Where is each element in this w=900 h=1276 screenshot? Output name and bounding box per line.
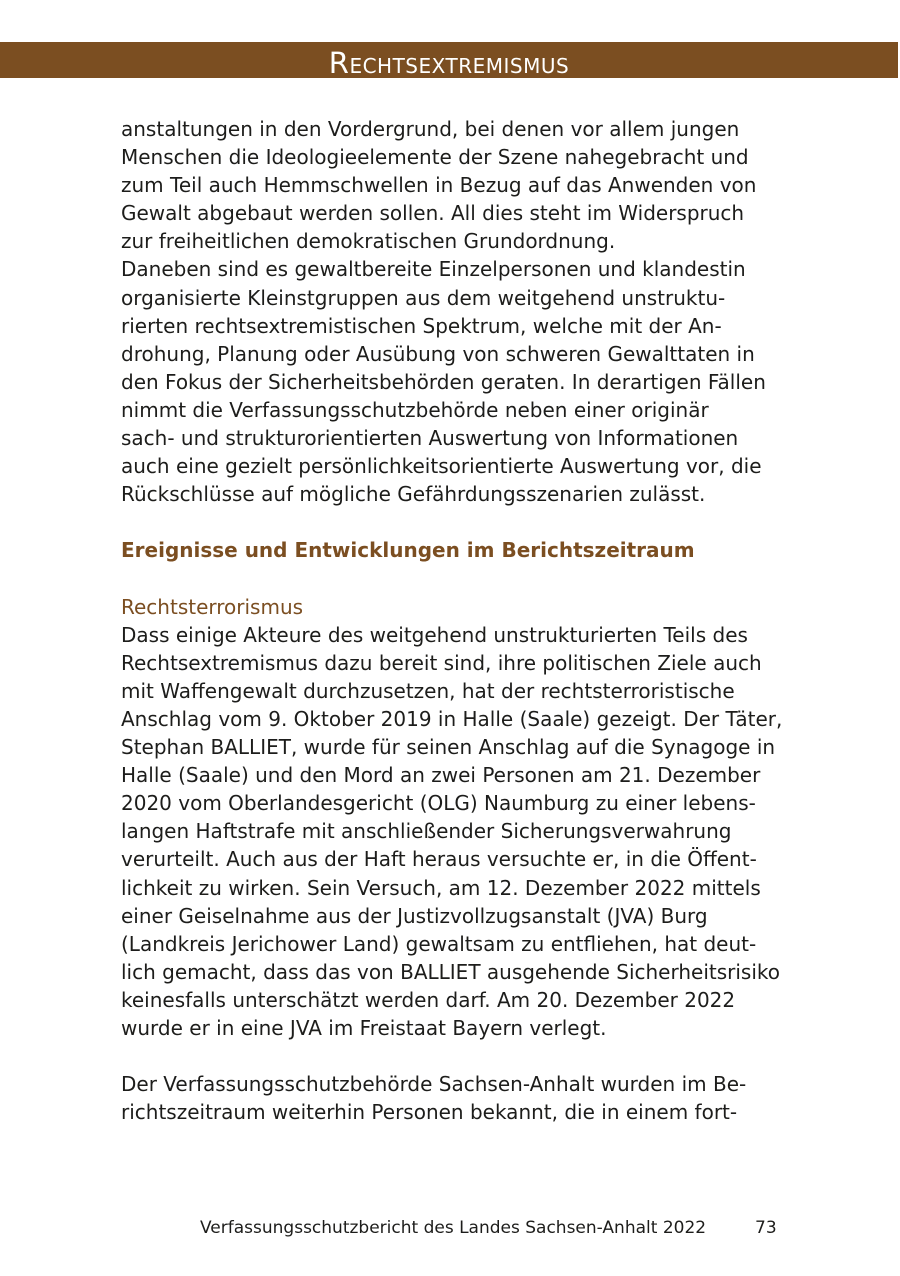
text-line: Rückschlüsse auf mögliche Gefährdungsszenarien zulässt. — [121, 482, 706, 507]
paragraph-3 — [121, 621, 801, 1042]
text-line: Dass einige Akteure des weitgehend unstrukturierten Teils des — [121, 622, 748, 647]
text-line: Daneben sind es gewaltbereite Einzelpersonen und klandestin — [121, 257, 746, 282]
text-line: Halle (Saale) und den Mord an zwei Personen am 21. Dezember — [121, 763, 761, 788]
text-line: nimmt die Verfassungsschutzbehörde neben einer originär — [121, 397, 709, 422]
text-line: zur freiheitlichen demokratischen Grundordnung. — [121, 229, 616, 254]
text-line: Menschen die Ideologieelemente der Szene nahegebracht und — [121, 145, 749, 170]
text-line: lichkeit zu wirken. Sein Versuch, am 12. Dezember 2022 mittels — [121, 875, 761, 900]
body-content — [121, 115, 801, 1126]
text-line: anstaltungen in den Vordergrund, bei denen vor allem jungen — [121, 117, 740, 141]
text-line: auch eine gezielt persönlichkeitsorientierte Auswertung vor, die — [121, 454, 762, 479]
text-line: drohung, Planung oder Ausübung von schweren Gewalttaten in — [121, 341, 755, 366]
text-line: zum Teil auch Hemmschwellen in Bezug auf das Anwenden von — [121, 173, 757, 198]
text-line: organisierte Kleinstgruppen aus dem weitgehend unstruktu- — [121, 285, 726, 310]
text-line: (Landkreis Jerichower Land) gewaltsam zu entfliehen, hat deut- — [121, 931, 757, 956]
text-line: den Fokus der Sicherheitsbehörden geraten. In derartigen Fällen — [121, 369, 766, 394]
text-line: Rechtsextremismus dazu bereit sind, ihre politischen Ziele auch — [121, 650, 762, 675]
text-line: lich gemacht, dass das von BALLIET ausgehende Sicherheitsrisiko — [121, 959, 781, 984]
text-line: keinesfalls unterschätzt werden darf. Am 20. Dezember 2022 — [121, 987, 736, 1012]
subsection-heading: Rechtsterrorismus — [121, 594, 304, 619]
footer-text: Verfassungsschutzbericht des Landes Sachsen-Anhalt 2022 — [200, 1218, 707, 1238]
text-line: Gewalt abgebaut werden sollen. All dies steht im Widerspruch — [121, 201, 745, 226]
text-line: langen Haftstrafe mit anschließender Sicherungsverwahrung — [121, 819, 732, 844]
paragraph-1 — [121, 115, 801, 255]
chapter-header-band — [0, 42, 898, 78]
text-line: mit Waffengewalt durchzusetzen, hat der rechtsterroristische — [121, 678, 735, 703]
paragraph-2 — [121, 255, 801, 508]
text-line: Stephan BALLIET, wurde für seinen Anschlag auf die Synagoge in — [121, 735, 776, 760]
text-line: verurteilt. Auch aus der Haft heraus versuchte er, in die Öffent- — [121, 847, 757, 872]
text-line: richtszeitraum weiterhin Personen bekannt, die in einem fort- — [121, 1100, 738, 1125]
chapter-title: Rechtsextremismus — [328, 46, 570, 80]
paragraph-4 — [121, 1070, 801, 1126]
text-line: einer Geiselnahme aus der Justizvollzugsanstalt (JVA) Burg — [121, 903, 708, 928]
text-line: rierten rechtsextremistischen Spektrum, welche mit der An- — [121, 313, 722, 338]
text-line: sach- und strukturorientierten Auswertung von Informationen — [121, 426, 739, 451]
text-line: 2020 vom Oberlandesgericht (OLG) Naumburg zu einer lebens- — [121, 791, 756, 816]
text-line: wurde er in eine JVA im Freistaat Bayern verlegt. — [121, 1016, 607, 1040]
page-number: 73 — [755, 1218, 777, 1238]
section-heading: Ereignisse und Entwicklungen im Berichtszeitraum — [121, 538, 695, 563]
text-line: Der Verfassungsschutzbehörde Sachsen-Anhalt wurden im Be- — [121, 1072, 747, 1097]
text-line: Anschlag vom 9. Oktober 2019 in Halle (Saale) gezeigt. Der Täter, — [121, 706, 783, 731]
